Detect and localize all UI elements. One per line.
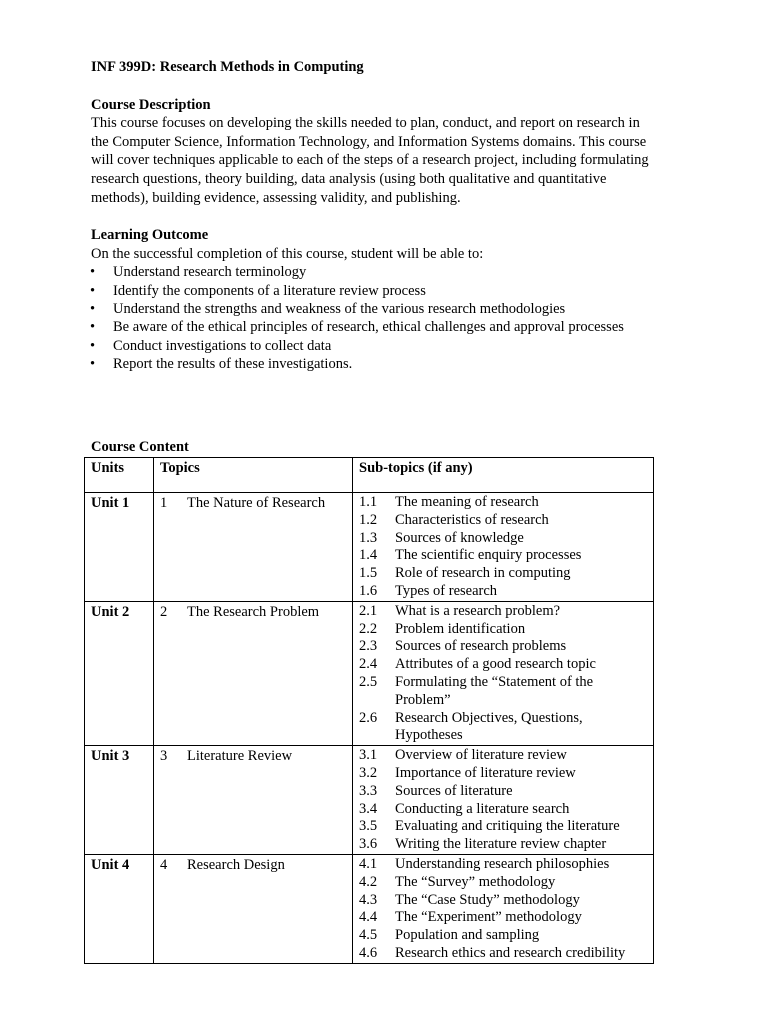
topic-cell: [154, 854, 353, 963]
subtopic-item: [359, 674, 647, 710]
unit-cell: Unit 4: [85, 854, 154, 963]
table-row: [85, 493, 654, 602]
topic-title: Literature Review: [187, 748, 293, 765]
topic-cell: [154, 601, 353, 745]
subtopic-text: Writing the literature review chapter: [395, 836, 607, 853]
outcome-intro: On the successful completion of this course, student will be able to:: [91, 245, 484, 262]
subtopic-number: 2.1: [359, 602, 378, 619]
subtopic-number: 2.5: [359, 673, 378, 690]
subtopic-item: [359, 909, 647, 927]
subtopic-item: [359, 874, 647, 892]
subtopic-item: [359, 512, 647, 530]
subtopic-text: The “Experiment” methodology: [395, 909, 582, 926]
subtopic-item: [359, 945, 647, 963]
subtopic-item: [359, 621, 647, 639]
outcome-item: • Be aware of the ethical principles of research, ethical challenges and approval processes: [91, 318, 691, 336]
subtopic-item: [359, 710, 647, 746]
subtopic-number: 4.5: [359, 927, 378, 944]
subtopic-text: The “Case Study” methodology: [395, 891, 580, 908]
subtopic-number: 2.6: [359, 709, 378, 726]
course-title: INF 399D: Research Methods in Computing: [91, 59, 364, 75]
topic-title: The Research Problem: [187, 603, 320, 620]
unit-cell: Unit 3: [85, 746, 154, 855]
subtopic-text: Formulating the “Statement of the Problem”: [395, 673, 594, 708]
subtopic-number: 1.2: [359, 511, 378, 528]
subtopics-cell: [353, 854, 654, 963]
subtopic-item: [359, 530, 647, 548]
subtopic-item: [359, 603, 647, 621]
subtopic-text: Sources of knowledge: [395, 529, 524, 546]
description-line: research questions, theory building, data analysis (using both qualitative and quantitative: [91, 170, 607, 187]
topic-title: The Nature of Research: [187, 495, 326, 511]
column-header-topics: Topics: [154, 458, 353, 493]
description-line: methods), building evidence, assessing validity, and publishing.: [91, 189, 461, 206]
subtopic-item: [359, 783, 647, 801]
subtopic-text: Overview of literature review: [395, 747, 567, 764]
subtopic-number: 1.1: [359, 494, 378, 510]
subtopic-text: Research Objectives, Questions, Hypotheses: [395, 709, 583, 744]
description-paragraph: [91, 114, 681, 207]
subtopic-text: Population and sampling: [395, 927, 540, 944]
subtopic-text: What is a research problem?: [395, 602, 561, 619]
subtopic-number: 3.2: [359, 764, 378, 781]
subtopic-text: Role of research in computing: [395, 565, 571, 582]
subtopic-number: 2.4: [359, 656, 378, 673]
course-content-table: [84, 457, 654, 964]
subtopic-text: Understanding research philosophies: [395, 855, 610, 872]
subtopic-item: [359, 818, 647, 836]
subtopic-number: 3.1: [359, 747, 378, 764]
subtopic-text: Research ethics and research credibility: [395, 944, 626, 961]
subtopic-number: 4.4: [359, 909, 378, 926]
subtopic-item: [359, 583, 647, 601]
outcome-item: • Report the results of these investigations.: [91, 355, 691, 373]
subtopic-number: 3.3: [359, 782, 378, 799]
subtopic-text: Sources of literature: [395, 782, 513, 799]
subtopic-number: 4.2: [359, 873, 378, 890]
subtopic-text: Conducting a literature search: [395, 800, 570, 817]
topic-number: 1: [160, 495, 168, 511]
subtopic-item: [359, 801, 647, 819]
description-line: This course focuses on developing the skills needed to plan, conduct, and report on research in: [91, 115, 640, 132]
outcome-item: • Identify the components of a literature review process: [91, 282, 691, 300]
subtopic-number: 4.3: [359, 891, 378, 908]
subtopic-text: Importance of literature review: [395, 764, 576, 781]
subtopics-cell: [353, 746, 654, 855]
unit-cell: Unit 1: [85, 493, 154, 602]
subtopic-number: 3.6: [359, 836, 378, 853]
subtopic-text: Evaluating and critiquing the literature: [395, 818, 620, 835]
topic-number: 3: [160, 748, 168, 765]
description-heading: Course Description: [91, 96, 211, 113]
topic-number: 4: [160, 856, 168, 873]
subtopic-item: [359, 547, 647, 565]
topic-cell: [154, 746, 353, 855]
outcome-heading: Learning Outcome: [91, 227, 209, 244]
subtopic-text: The scientific enquiry processes: [395, 547, 582, 564]
description-line: the Computer Science, Information Technology, and Information Systems domains. This course: [91, 133, 647, 150]
subtopics-cell: [353, 601, 654, 745]
column-header-units: Units: [85, 458, 154, 493]
column-header-subtopics: Sub-topics (if any): [353, 458, 654, 493]
subtopic-number: 4.1: [359, 855, 378, 872]
subtopic-text: Types of research: [395, 582, 498, 599]
subtopic-text: Sources of research problems: [395, 638, 567, 655]
subtopic-item: [359, 836, 647, 854]
description-line: will cover techniques applicable to each of the steps of a research project, including formulating: [91, 152, 649, 169]
topic-cell: [154, 493, 353, 602]
subtopic-text: The “Survey” methodology: [395, 873, 556, 890]
subtopic-number: 2.2: [359, 620, 378, 637]
subtopic-item: [359, 638, 647, 656]
table-row: [85, 601, 654, 745]
outcome-list: [91, 263, 691, 373]
subtopic-number: 1.6: [359, 582, 378, 599]
subtopic-text: Problem identification: [395, 620, 526, 637]
content-heading: Course Content: [91, 439, 189, 455]
outcome-item: • Understand the strengths and weakness of the various research methodologies: [91, 300, 691, 318]
topic-number: 2: [160, 603, 168, 620]
subtopic-number: 1.4: [359, 547, 378, 564]
table-header-row: [85, 458, 654, 493]
topic-title: Research Design: [187, 856, 285, 873]
subtopic-number: 1.5: [359, 565, 378, 582]
subtopic-number: 3.4: [359, 800, 378, 817]
subtopic-item: [359, 927, 647, 945]
subtopic-item: [359, 565, 647, 583]
document-page: [91, 58, 691, 373]
unit-cell: Unit 2: [85, 601, 154, 745]
table-row: [85, 854, 654, 963]
subtopic-text: Characteristics of research: [395, 511, 549, 528]
subtopic-item: [359, 765, 647, 783]
subtopic-item: [359, 892, 647, 910]
subtopic-text: The meaning of research: [395, 494, 539, 510]
subtopic-item: [359, 856, 647, 874]
subtopic-text: Attributes of a good research topic: [395, 656, 596, 673]
subtopic-item: [359, 494, 647, 512]
subtopic-item: [359, 656, 647, 674]
subtopic-item: [359, 747, 647, 765]
subtopic-number: 2.3: [359, 638, 378, 655]
subtopics-cell: [353, 493, 654, 602]
table-row: [85, 746, 654, 855]
outcome-item: • Understand research terminology: [91, 263, 691, 281]
table-body: [85, 493, 654, 964]
subtopic-number: 4.6: [359, 944, 378, 961]
outcome-item: • Conduct investigations to collect data: [91, 337, 691, 355]
subtopic-number: 1.3: [359, 529, 378, 546]
subtopic-number: 3.5: [359, 818, 378, 835]
